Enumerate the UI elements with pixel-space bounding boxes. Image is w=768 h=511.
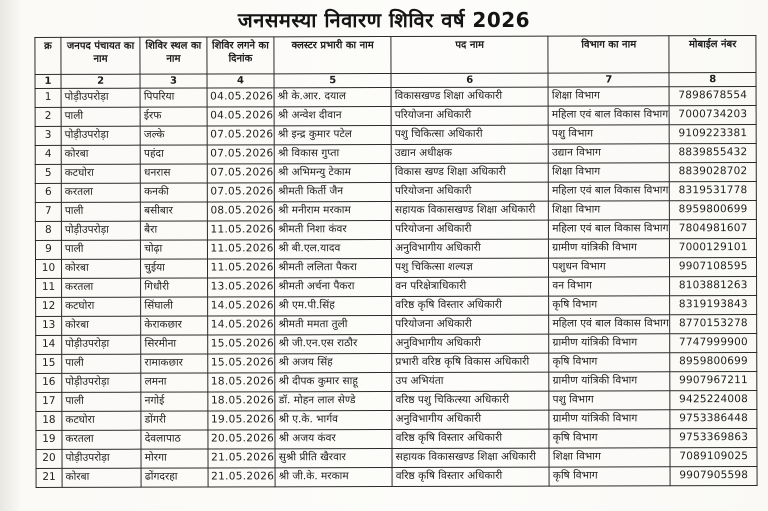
camp-date-cell: 11.05.2026 xyxy=(207,259,275,278)
serial-no-cell: 11 xyxy=(36,278,62,297)
camp-site-cell: सिंघाली xyxy=(141,297,207,316)
table-row xyxy=(35,201,756,222)
serial-no-cell: 19 xyxy=(36,430,62,449)
column-number-5: 5 xyxy=(274,74,391,88)
serial-no-cell: 6 xyxy=(35,183,61,202)
table-row xyxy=(35,258,756,279)
table-row xyxy=(35,125,756,146)
mobile-number-cell: 8770153278 xyxy=(670,315,757,334)
column-number-3: 3 xyxy=(140,74,206,88)
department-cell: महिला एवं बाल विकास विभाग xyxy=(549,315,670,334)
camp-site-cell: मोरगा xyxy=(141,449,207,468)
department-cell: ग्रामीण यांत्रिकी विभाग xyxy=(549,334,670,353)
janpad-panchayat-cell: कोरबा xyxy=(61,259,140,278)
table-row xyxy=(35,163,756,184)
table-row xyxy=(35,239,756,260)
mobile-number-cell: 9753386448 xyxy=(670,410,757,429)
camp-site-cell: धनरास xyxy=(140,164,206,183)
mobile-number-cell: 7804981607 xyxy=(670,220,757,239)
serial-no-cell: 2 xyxy=(35,107,61,126)
column-number-7: 7 xyxy=(548,73,669,87)
department-cell: शिक्षा विभाग xyxy=(549,201,670,220)
camp-site-cell: डोंगरी xyxy=(141,411,207,430)
cluster-incharge-cell: श्रीमती निशा कंवर xyxy=(275,221,392,240)
department-cell: वन विभाग xyxy=(549,277,670,296)
camp-date-cell: 18.05.2026 xyxy=(207,373,275,392)
camp-site-cell: रामाकछार xyxy=(141,354,207,373)
serial-no-cell: 3 xyxy=(35,126,61,145)
camp-date-cell: 07.05.2026 xyxy=(207,164,275,183)
camp-date-cell: 14.05.2026 xyxy=(207,316,275,335)
janpad-panchayat-cell: पोड़ीउपरोड़ा xyxy=(61,126,140,145)
janpad-panchayat-cell: पाली xyxy=(62,392,141,411)
table-row xyxy=(36,448,757,469)
header-label-row xyxy=(35,36,756,75)
serial-no-cell: 14 xyxy=(36,335,62,354)
designation-cell: पशु चिकित्सा अधिकारी xyxy=(391,125,548,144)
camp-site-cell: पहंदा xyxy=(140,145,206,164)
department-cell: महिला एवं बाल विकास विभाग xyxy=(549,220,670,239)
designation-cell: विकास खण्ड शिक्षा अधिकारी xyxy=(391,163,548,182)
table-body xyxy=(35,87,757,488)
mobile-number-cell: 9907108595 xyxy=(670,258,757,277)
janpad-panchayat-cell: पोड़ीउपरोड़ा xyxy=(61,221,140,240)
serial-no-cell: 7 xyxy=(35,202,61,221)
mobile-number-cell: 7898678554 xyxy=(669,87,756,106)
camp-date-cell: 07.05.2026 xyxy=(207,126,275,145)
table-row xyxy=(36,334,757,355)
mobile-number-cell: 9907905598 xyxy=(670,467,757,486)
camp-date-cell: 13.05.2026 xyxy=(207,278,275,297)
cluster-incharge-cell: श्री दीपक कुमार साहू xyxy=(275,373,392,392)
designation-cell: पशु चिकित्सा शल्यज्ञ xyxy=(392,258,549,277)
janpad-panchayat-cell: पोड़ीउपरोड़ा xyxy=(61,88,140,107)
janpad-panchayat-cell: पोड़ीउपरोड़ा xyxy=(62,449,141,468)
janpad-panchayat-cell: कटघोरा xyxy=(62,411,141,430)
department-cell: पशु विभाग xyxy=(549,391,670,410)
camp-site-cell: गिधौरी xyxy=(141,278,207,297)
camp-date-cell: 15.05.2026 xyxy=(207,354,275,373)
mobile-number-cell: 8103881263 xyxy=(670,277,757,296)
camp-date-cell: 18.05.2026 xyxy=(207,392,275,411)
cluster-incharge-cell: श्री एम.पी.सिंह xyxy=(275,297,392,316)
serial-no-cell: 4 xyxy=(35,145,61,164)
cluster-incharge-cell: सुश्री प्रीति खैरवार xyxy=(275,449,392,468)
serial-no-cell: 12 xyxy=(36,297,62,316)
camp-date-cell: 20.05.2026 xyxy=(208,430,276,449)
mobile-number-cell: 8839028702 xyxy=(670,163,757,182)
camp-site-cell: बसीबार xyxy=(141,202,207,221)
table-row xyxy=(35,144,756,165)
table-row xyxy=(35,182,756,203)
janpad-panchayat-cell: पाली xyxy=(61,107,140,126)
department-cell: महिला एवं बाल विकास विभाग xyxy=(548,106,669,125)
column-number-2: 2 xyxy=(61,74,140,88)
column-header-1: क्र xyxy=(35,37,61,74)
table-row xyxy=(36,410,757,431)
cluster-incharge-cell: श्री जी.एन.एस राठौर xyxy=(275,335,392,354)
camp-schedule-table xyxy=(34,35,757,488)
designation-cell: वरिष्ठ कृषि विस्तार अधिकारी xyxy=(392,296,549,315)
column-header-8: मोबाईल नंबर xyxy=(669,36,756,73)
serial-no-cell: 10 xyxy=(35,259,61,278)
column-header-6: पद नाम xyxy=(391,36,548,73)
serial-no-cell: 13 xyxy=(36,316,62,335)
camp-site-cell: कनकी xyxy=(141,183,207,202)
department-cell: कृषि विभाग xyxy=(549,429,670,448)
mobile-number-cell: 7000734203 xyxy=(670,106,757,125)
cluster-incharge-cell: श्री मनीराम मरकाम xyxy=(275,202,392,221)
janpad-panchayat-cell: कोरबा xyxy=(62,468,141,487)
mobile-number-cell: 7000129101 xyxy=(670,239,757,258)
cluster-incharge-cell: श्री अन्वेश दीवान xyxy=(274,107,391,126)
document-title: जनसमस्या निवारण शिविर वर्ष 2026 xyxy=(237,8,531,32)
janpad-panchayat-cell: कटघोरा xyxy=(61,164,140,183)
department-cell: ग्रामीण यांत्रिकी विभाग xyxy=(549,410,670,429)
camp-site-cell: ढोंगदरहा xyxy=(141,468,207,487)
designation-cell: अनुविभागीय अधिकारी xyxy=(392,239,549,258)
camp-site-cell: चुईया xyxy=(141,259,207,278)
janpad-panchayat-cell: करतला xyxy=(61,278,140,297)
cluster-incharge-cell: डॉ. मोहन लाल सेण्डे xyxy=(275,392,392,411)
camp-site-cell: सिरमीना xyxy=(141,335,207,354)
department-cell: कृषि विभाग xyxy=(549,353,670,372)
camp-date-cell: 11.05.2026 xyxy=(207,221,275,240)
cluster-incharge-cell: श्री अजय सिंह xyxy=(275,354,392,373)
table-row xyxy=(36,429,757,450)
designation-cell: वरिष्ठ कृषि विस्तार अधिकारी xyxy=(392,429,549,448)
column-number-4: 4 xyxy=(207,74,275,88)
camp-date-cell: 21.05.2026 xyxy=(208,468,276,487)
serial-no-cell: 1 xyxy=(35,88,61,107)
mobile-number-cell: 8959800699 xyxy=(670,353,757,372)
column-number-6: 6 xyxy=(391,73,548,87)
table-row xyxy=(35,106,756,127)
janpad-panchayat-cell: पाली xyxy=(61,202,140,221)
camp-site-cell: केराकछार xyxy=(141,316,207,335)
cluster-incharge-cell: श्री विकास गुप्ता xyxy=(275,145,392,164)
serial-no-cell: 21 xyxy=(36,468,62,487)
serial-no-cell: 16 xyxy=(36,373,62,392)
mobile-number-cell: 9425224008 xyxy=(670,391,757,410)
designation-cell: परियोजना अधिकारी xyxy=(392,220,549,239)
camp-date-cell: 21.05.2026 xyxy=(208,449,276,468)
mobile-number-cell: 9109223381 xyxy=(670,125,757,144)
designation-cell: सहायक विकासखण्ड शिक्षा अधिकारी xyxy=(391,201,548,220)
table-row xyxy=(36,353,757,374)
janpad-panchayat-cell: कोरबा xyxy=(61,145,140,164)
camp-date-cell: 04.05.2026 xyxy=(207,88,275,107)
table-row xyxy=(36,296,757,317)
table-row xyxy=(36,277,757,298)
designation-cell: वरिष्ठ पशु चिकित्स्या अधिकारी xyxy=(392,391,549,410)
designation-cell: परियोजना अधिकारी xyxy=(391,182,548,201)
camp-site-cell: नगोई xyxy=(141,392,207,411)
department-cell: उद्यान विभाग xyxy=(549,144,670,163)
camp-schedule-table-container xyxy=(34,35,757,488)
column-number-1: 1 xyxy=(35,74,61,88)
cluster-incharge-cell: श्री अजय कंवर xyxy=(275,430,392,449)
camp-site-cell: देवलापाठ xyxy=(141,430,207,449)
mobile-number-cell: 8959800699 xyxy=(670,201,757,220)
cluster-incharge-cell: श्री के.आर. दयाल xyxy=(274,88,391,107)
serial-no-cell: 5 xyxy=(35,164,61,183)
serial-no-cell: 20 xyxy=(36,449,62,468)
designation-cell: अनुविभागीय अधिकारी xyxy=(392,410,549,429)
designation-cell: वरिष्ठ कृषि विस्तार अधिकारी xyxy=(392,467,549,486)
camp-date-cell: 15.05.2026 xyxy=(207,335,275,354)
cluster-incharge-cell: श्री इन्द्र कुमार पटेल xyxy=(274,126,391,145)
serial-no-cell: 9 xyxy=(35,240,61,259)
table-row xyxy=(36,391,757,412)
camp-date-cell: 19.05.2026 xyxy=(207,411,275,430)
serial-no-cell: 8 xyxy=(35,221,61,240)
serial-no-cell: 17 xyxy=(36,392,62,411)
department-cell: ग्रामीण यांत्रिकी विभाग xyxy=(549,239,670,258)
camp-site-cell: बैरा xyxy=(141,221,207,240)
camp-date-cell: 07.05.2026 xyxy=(207,145,275,164)
column-header-3: शिविर स्थल का नाम xyxy=(140,37,206,74)
camp-site-cell: पिपरिया xyxy=(140,88,206,107)
cluster-incharge-cell: श्रीमती अर्चना पैकरा xyxy=(275,278,392,297)
janpad-panchayat-cell: करतला xyxy=(61,183,140,202)
designation-cell: अनुविभागीय अधिकारी xyxy=(392,334,549,353)
camp-date-cell: 04.05.2026 xyxy=(207,107,275,126)
cluster-incharge-cell: श्री बी.एल.यादव xyxy=(275,240,392,259)
designation-cell: प्रभारी वरिष्ठ कृषि विकास अधिकारी xyxy=(392,353,549,372)
mobile-number-cell: 8319531778 xyxy=(670,182,757,201)
designation-cell: उद्यान अधीक्षक xyxy=(391,144,548,163)
camp-site-cell: चोढ़ा xyxy=(141,240,207,259)
column-header-2: जनपद पंचायत का नाम xyxy=(61,37,140,74)
designation-cell: विकासखण्ड शिक्षा अधिकारी xyxy=(391,87,548,106)
mobile-number-cell: 7089109025 xyxy=(670,448,757,467)
department-cell: शिक्षा विभाग xyxy=(548,87,669,106)
serial-no-cell: 15 xyxy=(36,354,62,373)
department-cell: पशु विभाग xyxy=(548,125,669,144)
cluster-incharge-cell: श्री अभिमन्यु टेकाम xyxy=(275,164,392,183)
camp-site-cell: ईरफ xyxy=(140,107,206,126)
column-header-5: क्लस्टर प्रभारी का नाम xyxy=(274,37,391,74)
cluster-incharge-cell: श्रीमती ललिता पैकरा xyxy=(275,259,392,278)
cluster-incharge-cell: श्रीमती किर्ती जैन xyxy=(275,183,392,202)
janpad-panchayat-cell: कटघोरा xyxy=(62,297,141,316)
table-row xyxy=(35,87,756,108)
janpad-panchayat-cell: पाली xyxy=(61,240,140,259)
janpad-panchayat-cell: कोरबा xyxy=(62,316,141,335)
designation-cell: सहायक विकासखण्ड शिक्षा अधिकारी xyxy=(392,448,549,467)
department-cell: शिक्षा विभाग xyxy=(549,163,670,182)
mobile-number-cell: 8839855432 xyxy=(670,144,757,163)
camp-date-cell: 14.05.2026 xyxy=(207,297,275,316)
department-cell: कृषि विभाग xyxy=(549,296,670,315)
designation-cell: परियोजना अधिकारी xyxy=(392,315,549,334)
serial-no-cell: 18 xyxy=(36,411,62,430)
department-cell: शिक्षा विभाग xyxy=(549,448,670,467)
camp-date-cell: 07.05.2026 xyxy=(207,183,275,202)
table-header xyxy=(35,36,756,89)
table-row xyxy=(36,372,757,393)
camp-date-cell: 08.05.2026 xyxy=(207,202,275,221)
department-cell: ग्रामीण यांत्रिकी विभाग xyxy=(549,372,670,391)
cluster-incharge-cell: श्री ए.के. भार्गव xyxy=(275,411,392,430)
table-row xyxy=(36,315,757,336)
mobile-number-cell: 9753369863 xyxy=(670,429,757,448)
mobile-number-cell: 9907967211 xyxy=(670,372,757,391)
table-row xyxy=(36,467,757,488)
janpad-panchayat-cell: पोड़ीउपरोड़ा xyxy=(62,373,141,392)
designation-cell: वन परिक्षेत्राधिकारी xyxy=(392,277,549,296)
mobile-number-cell: 8319193843 xyxy=(670,296,757,315)
table-row xyxy=(35,220,756,241)
designation-cell: उप अभियंता xyxy=(392,372,549,391)
janpad-panchayat-cell: करतला xyxy=(62,430,141,449)
cluster-incharge-cell: श्री जी.के. मरकाम xyxy=(275,468,392,487)
mobile-number-cell: 7747999900 xyxy=(670,334,757,353)
camp-site-cell: लमना xyxy=(141,373,207,392)
column-number-8: 8 xyxy=(669,73,756,87)
department-cell: महिला एवं बाल विकास विभाग xyxy=(549,182,670,201)
department-cell: कृषि विभाग xyxy=(549,467,670,486)
column-header-4: शिविर लगने का दिनांक xyxy=(206,37,274,74)
designation-cell: परियोजना अधिकारी xyxy=(391,106,548,125)
camp-date-cell: 11.05.2026 xyxy=(207,240,275,259)
janpad-panchayat-cell: पोड़ीउपरोड़ा xyxy=(62,335,141,354)
janpad-panchayat-cell: पाली xyxy=(62,354,141,373)
camp-site-cell: जल्के xyxy=(140,126,206,145)
department-cell: पशुधन विभाग xyxy=(549,258,670,277)
column-header-7: विभाग का नाम xyxy=(548,36,669,73)
cluster-incharge-cell: श्रीमती ममता तुली xyxy=(275,316,392,335)
